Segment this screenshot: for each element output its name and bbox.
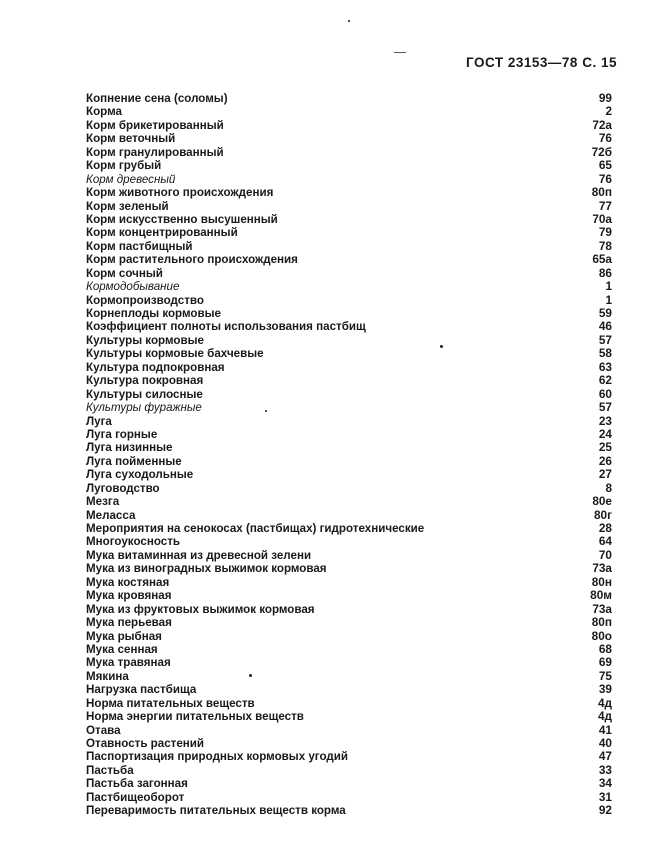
entry-term: Мука витаминная из древесной зелени [86,548,312,562]
entry-number: 92 [598,803,612,818]
entry-term: Отава [86,723,121,737]
index-entry [0,468,653,481]
index-entry [0,132,653,145]
entry-term: Норма энергии питательных веществ [86,710,304,724]
entry-term: Мука перьевая [86,616,172,630]
entry-term: Паспортизация природных кормовых угодий [86,750,349,764]
entry-term: Мука травяная [86,656,171,670]
index-entry [0,562,653,575]
index-entry [0,509,653,522]
index-entry [0,616,653,629]
index-entry [0,482,653,495]
entry-term: Корм зеленый [86,199,169,213]
entry-term: Культуры фуражные [86,401,202,415]
entry-number: 73а [592,601,612,616]
index-entry [0,119,653,132]
entry-term: Луга [86,414,112,428]
index-list [0,92,653,818]
entry-term: Луговодство [86,481,160,495]
entry-number: 8 [605,480,612,495]
index-entry [0,213,653,226]
index-entry [0,92,653,105]
index-entry [0,522,653,535]
entry-term: Культуры кормовые [86,333,204,347]
entry-number: 39 [598,682,612,697]
entry-number: 65а [592,252,612,267]
entry-number: 4д [597,709,612,724]
index-entry [0,441,653,454]
entry-term: Корм животного происхождения [86,186,274,200]
entry-term: Культуры силосные [86,387,203,401]
index-entry [0,724,653,737]
print-speck [249,674,252,677]
entry-term: Пастьба загонная [86,777,188,791]
entry-term: Нагрузка пастбища [86,683,197,697]
entry-term: Мука кровяная [86,589,172,603]
index-entry [0,388,653,401]
entry-term: Луга суходольные [86,468,194,482]
entry-term: Корм веточный [86,132,176,146]
index-entry [0,347,653,360]
entry-term: Мука рыбная [86,629,162,643]
print-speck [348,20,350,22]
entry-term: Корм древесный [86,172,176,186]
index-entry [0,549,653,562]
decorative-dash [394,52,406,53]
entry-term: Копнение сена (соломы) [86,92,228,105]
entry-number: 27 [598,467,612,482]
index-entry [0,280,653,293]
index-entry [0,401,653,414]
entry-term: Меласса [86,508,136,522]
index-entry [0,320,653,333]
entry-number: 59 [598,306,612,320]
page-header: ГОСТ 23153—78 С. 15 [466,55,617,70]
entry-term: Мероприятия на сенокосах (пастбищах) гидротехнические [86,522,425,535]
entry-number: 60 [598,386,612,401]
index-entry [0,361,653,374]
index-entry [0,226,653,239]
entry-number: 86 [598,265,612,280]
entry-number: 72а [592,117,612,132]
entry-number: 33 [598,762,612,777]
index-entry [0,603,653,616]
index-entry [0,764,653,777]
entry-number: 1 [605,279,612,294]
entry-term: Отавность растений [86,737,205,750]
entry-number: 31 [598,789,612,804]
entry-term: Мука из фруктовых выжимок кормовая [86,602,315,616]
entry-number: 64 [598,534,612,549]
index-entry [0,200,653,213]
index-entry [0,374,653,387]
entry-number: 28 [598,521,612,535]
entry-number: 1 [605,292,612,307]
index-entry [0,535,653,548]
index-entry [0,173,653,186]
entry-term: Пастбищеоборот [86,790,185,804]
entry-number: 70а [592,211,612,226]
entry-number: 99 [598,91,612,105]
entry-term: Мука сенная [86,642,158,656]
index-entry [0,159,653,172]
entry-term: Корм гранулированный [86,145,224,159]
entry-number: 80о [591,628,612,643]
entry-number: 80п [591,615,612,630]
entry-number: 70 [598,547,612,562]
entry-term: Мука костяная [86,575,170,589]
entry-term: Мезга [86,495,120,509]
entry-number: 4д [597,695,612,710]
entry-number: 80н [591,574,612,589]
entry-number: 46 [598,319,612,334]
entry-term: Мякина [86,669,129,683]
index-entry [0,670,653,683]
index-entry [0,683,653,696]
print-speck [440,345,443,348]
entry-term: Корм брикетированный [86,118,224,132]
entry-term: Кормопроизводство [86,293,204,307]
index-entry [0,415,653,428]
entry-number: 77 [598,198,612,213]
index-entry [0,186,653,199]
entry-number: 78 [598,238,612,253]
entry-number: 80м [590,588,612,603]
entry-number: 40 [598,736,612,750]
entry-number: 23 [598,413,612,428]
entry-term: Корм пастбищный [86,239,193,253]
index-entry [0,105,653,118]
entry-number: 65 [598,158,612,173]
entry-term: Культура подпокровная [86,360,225,374]
entry-number: 79 [598,225,612,240]
entry-number: 80п [591,185,612,200]
entry-number: 62 [598,373,612,388]
entry-term: Многоукосность [86,535,181,549]
index-entry [0,240,653,253]
entry-term: Мука из виноградных выжимок кормовая [86,562,327,576]
index-entry [0,307,653,320]
entry-term: Культура покровная [86,374,204,388]
index-entry [0,791,653,804]
entry-number: 26 [598,453,612,468]
entry-number: 80г [593,507,612,522]
entry-term: Пастьба [86,763,134,777]
entry-term: Кормодобывание [86,280,180,294]
index-entry [0,630,653,643]
entry-number: 75 [598,668,612,683]
index-entry [0,656,653,669]
index-entry [0,267,653,280]
index-entry [0,643,653,656]
entry-number: 25 [598,440,612,455]
entry-term: Луга низинные [86,441,173,455]
entry-number: 2 [605,104,612,119]
entry-term: Луга горные [86,427,158,441]
index-entry [0,777,653,790]
entry-term: Переваримость питательных веществ корма [86,804,346,818]
entry-term: Коэффициент полноты использования пастбищ [86,320,366,334]
entry-number: 80е [592,494,612,509]
index-entry [0,428,653,441]
entry-number: 68 [598,641,612,656]
entry-number: 58 [598,346,612,361]
entry-number: 57 [598,400,612,415]
index-entry [0,750,653,763]
index-entry [0,146,653,159]
index-entry [0,710,653,723]
entry-number: 69 [598,655,612,670]
index-entry [0,737,653,750]
entry-term: Культуры кормовые бахчевые [86,347,264,361]
entry-term: Луга пойменные [86,454,182,468]
index-entry [0,804,653,817]
entry-term: Корм искусственно высушенный [86,212,278,226]
entry-term: Норма питательных веществ [86,696,255,710]
entry-number: 24 [598,426,612,441]
entry-number: 41 [598,722,612,737]
entry-term: Корма [86,105,122,119]
entry-number: 76 [598,171,612,186]
entry-number: 73а [592,561,612,576]
entry-number: 63 [598,359,612,374]
index-entry [0,334,653,347]
entry-term: Корм растительного происхождения [86,253,298,267]
index-entry [0,589,653,602]
print-speck [265,410,267,412]
entry-number: 47 [598,749,612,764]
entry-term: Корнеплоды кормовые [86,307,221,320]
index-entry [0,495,653,508]
index-entry [0,697,653,710]
index-entry [0,253,653,266]
entry-number: 72б [591,144,612,159]
index-entry [0,576,653,589]
index-entry [0,455,653,468]
entry-term: Корм концентрированный [86,226,238,240]
entry-term: Корм сочный [86,266,163,280]
entry-term: Корм грубый [86,159,162,173]
entry-number: 57 [598,332,612,347]
entry-number: 76 [598,131,612,146]
entry-number: 34 [598,776,612,791]
index-entry [0,294,653,307]
